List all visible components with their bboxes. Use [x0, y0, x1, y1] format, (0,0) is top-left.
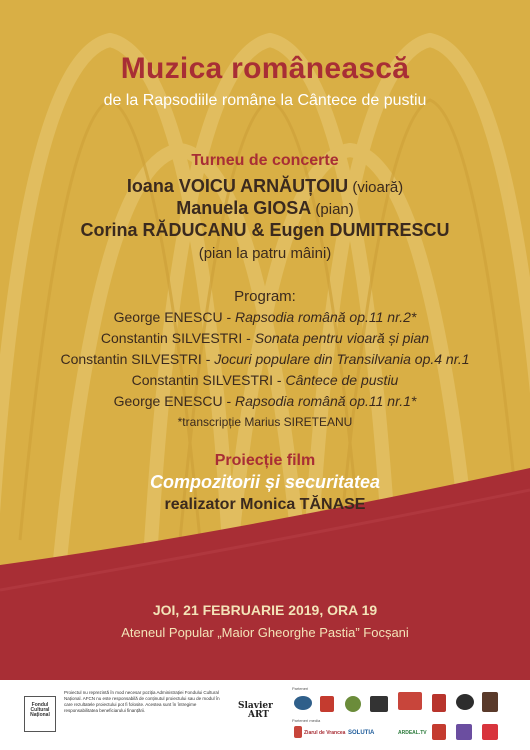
artist-name: Manuela GIOSA — [176, 198, 312, 218]
work-title: Cântece de pustiu — [285, 372, 399, 388]
media-logo-5 — [456, 724, 472, 740]
separator: - — [201, 351, 215, 367]
separator: - — [242, 330, 255, 346]
partner-logo-6 — [432, 694, 446, 712]
composer: George ENESCU — [113, 309, 223, 325]
slavier-line-1: Slavier — [238, 701, 273, 711]
artist-role: (pian) — [311, 201, 354, 218]
film-heading: Proiecție film — [214, 452, 316, 469]
afcn-logo — [24, 696, 56, 732]
slavier-line-2: ART — [248, 710, 270, 720]
artist-name: Ioana VOICU ARNĂUȚOIU — [126, 176, 349, 196]
event-venue: Ateneul Popular „Maior Gheorghe Pastia” Focșani — [121, 625, 409, 640]
program-item — [0, 330, 530, 346]
partner-logo-1 — [294, 696, 312, 710]
media-logo-3: ARDEAL.TV — [398, 730, 427, 736]
artist-line-3 — [0, 220, 530, 241]
partner-logo-4 — [370, 696, 388, 712]
media-logo-icon — [294, 726, 302, 738]
program-item — [0, 393, 530, 409]
work-title: Rapsodia română op.11 nr.1* — [235, 393, 417, 409]
program-item — [0, 351, 530, 367]
artist-role: (vioară) — [348, 179, 404, 196]
separator: - — [222, 309, 236, 325]
media-logo-6 — [482, 724, 498, 740]
tour-heading: Turneu de concerte — [191, 152, 339, 169]
film-director: realizator Monica TĂNASE — [164, 496, 366, 513]
disclaimer-text: Proiectul nu reprezintă în mod necesar poziția Administrației Fondului Cultural Național. AFCN nu este responsabilă de conținutul proiectului sau de modul în care rezultatele proiectului pot fi folosite. Acestea sunt în întregime responsabilitatea beneficiarului finanțării. — [64, 690, 220, 713]
separator: - — [222, 393, 236, 409]
partner-logo-8 — [482, 692, 498, 712]
program-heading: Program: — [234, 288, 296, 305]
partner-logo-7 — [456, 694, 474, 710]
media-logo-4 — [432, 724, 446, 740]
poster-subtitle: de la Rapsodiile române la Cântece de pustiu — [103, 92, 427, 109]
footer-sponsors — [0, 680, 530, 750]
work-title: Sonata pentru vioară și pian — [254, 330, 430, 346]
program-item — [0, 372, 530, 388]
media-partners-label: Parteneri media — [292, 718, 321, 723]
afcn-logo-text: Fondul Cultural Național — [30, 702, 50, 718]
work-title: Jocuri populare din Transilvania op.4 nr.1 — [214, 351, 470, 367]
piano-four-hands: (pian la patru mâini) — [198, 245, 332, 262]
event-date: JOI, 21 FEBRUARIE 2019, ORA 19 — [152, 602, 378, 618]
artist-line-1 — [0, 176, 530, 197]
partner-logo-5 — [398, 692, 422, 710]
artist-name: Corina RĂDUCANU & Eugen DUMITRESCU — [80, 220, 450, 240]
composer: Constantin SILVESTRI — [60, 351, 202, 367]
film-title: Compozitorii și securitatea — [149, 472, 381, 492]
composer: George ENESCU — [113, 393, 223, 409]
media-logo-1: Ziarul de Vrancea — [304, 730, 346, 736]
media-logo-2: SOLUTIA — [348, 730, 375, 736]
partners-label: Parteneri — [292, 686, 309, 691]
composer: Constantin SILVESTRI — [131, 372, 274, 388]
program-item — [0, 309, 530, 325]
partner-logo-2 — [320, 696, 334, 712]
partner-logo-3 — [345, 696, 361, 712]
work-title: Rapsodia română op.11 nr.2* — [235, 309, 417, 325]
artist-line-2 — [0, 198, 530, 219]
transcription-note: *transcripție Marius SIRETEANU — [177, 415, 353, 429]
separator: - — [273, 372, 286, 388]
composer: Constantin SILVESTRI — [100, 330, 243, 346]
slavier-art-logo — [238, 702, 273, 720]
poster-title: Muzica românească — [120, 52, 410, 85]
